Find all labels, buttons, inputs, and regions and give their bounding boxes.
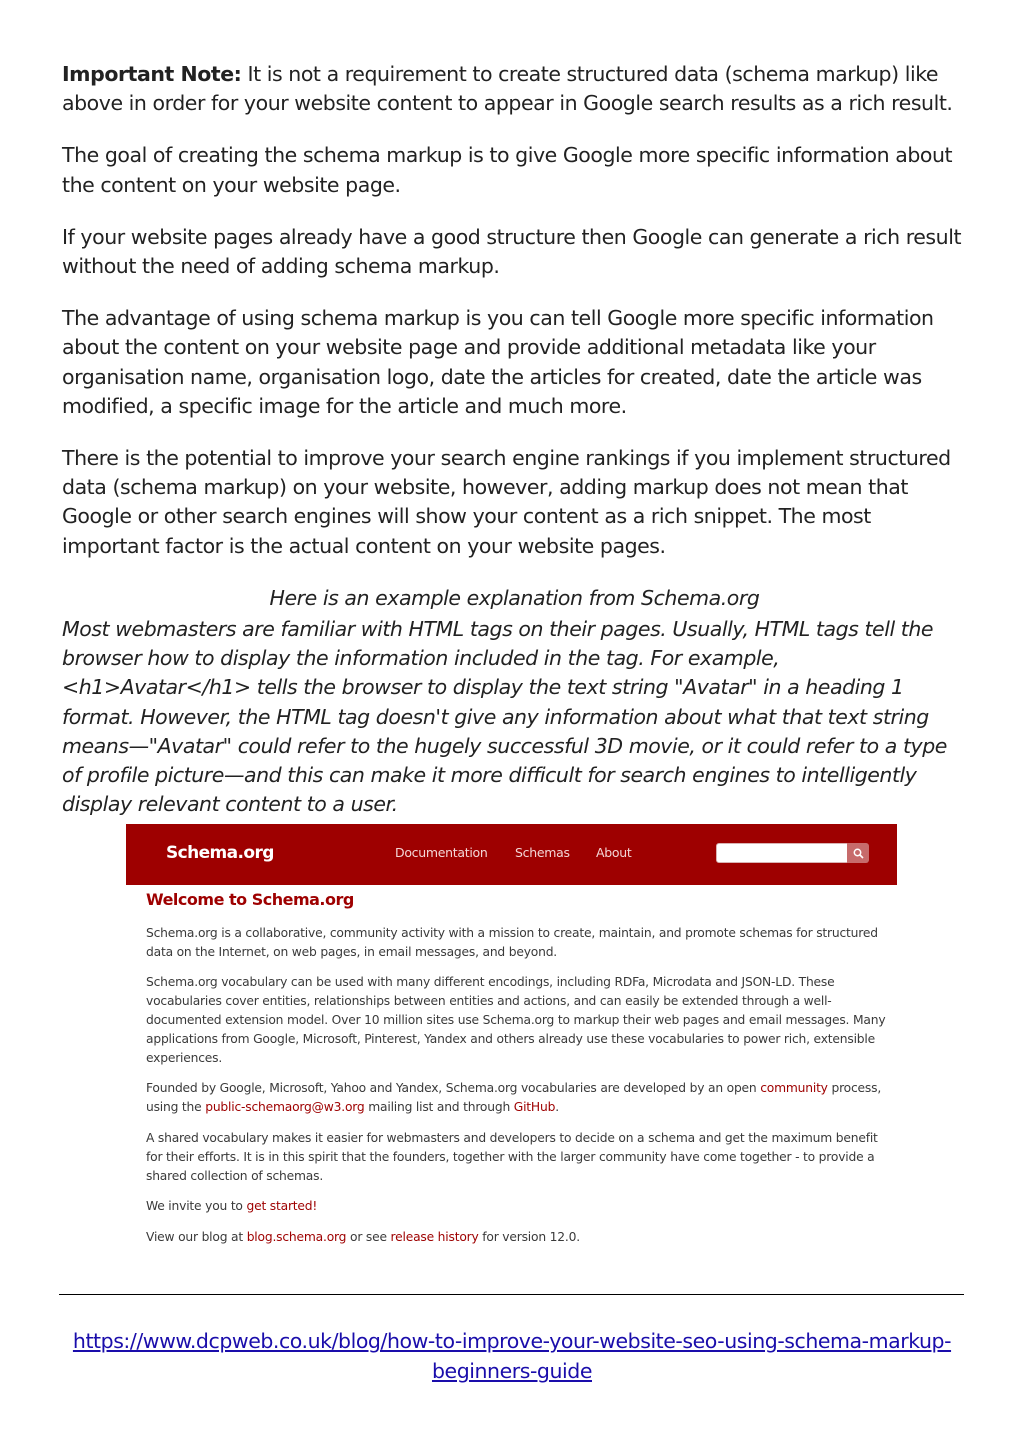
get-started-link[interactable]: get started! [246, 1199, 318, 1214]
release-history-link[interactable]: release history [390, 1230, 479, 1245]
mailing-list-link[interactable]: public-schemaorg@w3.org [205, 1100, 365, 1115]
article-body [62, 60, 967, 819]
paragraph: The goal of creating the schema markup is to give Google more specific information about the content on your website page. [62, 143, 953, 197]
schema-paragraph [146, 1197, 886, 1216]
search-icon [853, 848, 864, 859]
welcome-heading: Welcome to Schema.org [146, 890, 354, 909]
paragraph: If your website pages already have a good structure then Google can generate a rich result without the need of adding schema markup. [62, 224, 962, 279]
community-link[interactable]: community [760, 1081, 828, 1096]
important-note [62, 60, 967, 118]
schema-paragraph: Schema.org vocabulary can be used with many different encodings, including RDFa, Microdata and JSON-LD. These vocabularies cover entities, relationships between entities and actions, and can easily be extended through a well-documented extension model. Over 10 million sites use Schema.org to markup their web pages and email messages. Many applications from Google, Microsoft, Pinterest, Yandex and others already use these vocabularies to power rich, extensible experiences. [146, 975, 886, 1065]
footer-divider [59, 1294, 964, 1295]
schema-paragraph [146, 1228, 886, 1247]
example-caption: Here is an example explanation from Schema.org [269, 585, 760, 610]
important-note-label: Important Note: [62, 62, 242, 86]
search-input[interactable] [716, 843, 848, 863]
text-span: We invite you to [146, 1199, 247, 1214]
schema-body [146, 891, 886, 1259]
schema-header-bar [126, 824, 897, 885]
nav-schemas[interactable]: Schemas [515, 845, 570, 860]
text-span: or see [346, 1230, 391, 1245]
schema-paragraph [146, 1079, 886, 1117]
schema-paragraph: A shared vocabulary makes it easier for webmasters and developers to decide on a schema and get the maximum benefit for their efforts. It is in this spirit that the founders, together with the larger community have come together - to provide a shared collection of schemas. [146, 1130, 878, 1183]
footer [62, 1326, 962, 1386]
schema-logo: Schema.org [166, 843, 274, 863]
paragraph: There is the potential to improve your search engine rankings if you implement structured data (schema markup) on your website, however, adding markup does not mean that Google or other search engines will show your content as a rich snippet. The most important factor is the actual content on your website pages. [62, 446, 951, 558]
search-button[interactable] [847, 843, 869, 863]
paragraph: The advantage of using schema markup is you can tell Google more specific information about the content on your website page and provide additional metadata like your organisation name, organisation logo, date the articles for created, date the article was modified, a specific image for the article and much more. [62, 306, 934, 418]
nav-documentation[interactable]: Documentation [395, 845, 488, 860]
text-span: for version 12.0. [478, 1230, 580, 1245]
source-url-link[interactable]: https://www.dcpweb.co.uk/blog/how-to-improve-your-website-seo-using-schema-markup-beginners-guide [72, 1329, 952, 1383]
schema-quote: Most webmasters are familiar with HTML tags on their pages. Usually, HTML tags tell the browser how to display the information included in the tag. For example, <h1>Avatar</h1> tells the browser to display the text string "Avatar" in a heading 1 format. However, the HTML tag doesn't give any information about what that text string means—"Avatar" could refer to the hugely successful 3D movie, or it could refer to a type of profile picture—and this can make it more difficult for search engines to intelligently display relevant content to a user. [62, 617, 947, 817]
text-span: . [555, 1100, 559, 1115]
github-link[interactable]: GitHub [513, 1100, 556, 1115]
schema-paragraph: Schema.org is a collaborative, community activity with a mission to create, maintain, and promote schemas for structured data on the Internet, on web pages, in email messages, and beyond. [146, 925, 878, 959]
text-span: mailing list and through [364, 1100, 514, 1115]
text-span: process, using the [146, 1081, 882, 1115]
text-span: View our blog at [146, 1230, 247, 1245]
blog-link[interactable]: blog.schema.org [246, 1230, 347, 1245]
schema-org-screenshot [126, 824, 897, 1256]
important-note-text: It is not a requirement to create structured data (schema markup) like above in order for your website content to appear in Google search results as a rich result. [62, 62, 953, 116]
text-span: Founded by Google, Microsoft, Yahoo and Yandex, Schema.org vocabularies are developed by an open [146, 1081, 761, 1096]
nav-about[interactable]: About [596, 845, 632, 860]
